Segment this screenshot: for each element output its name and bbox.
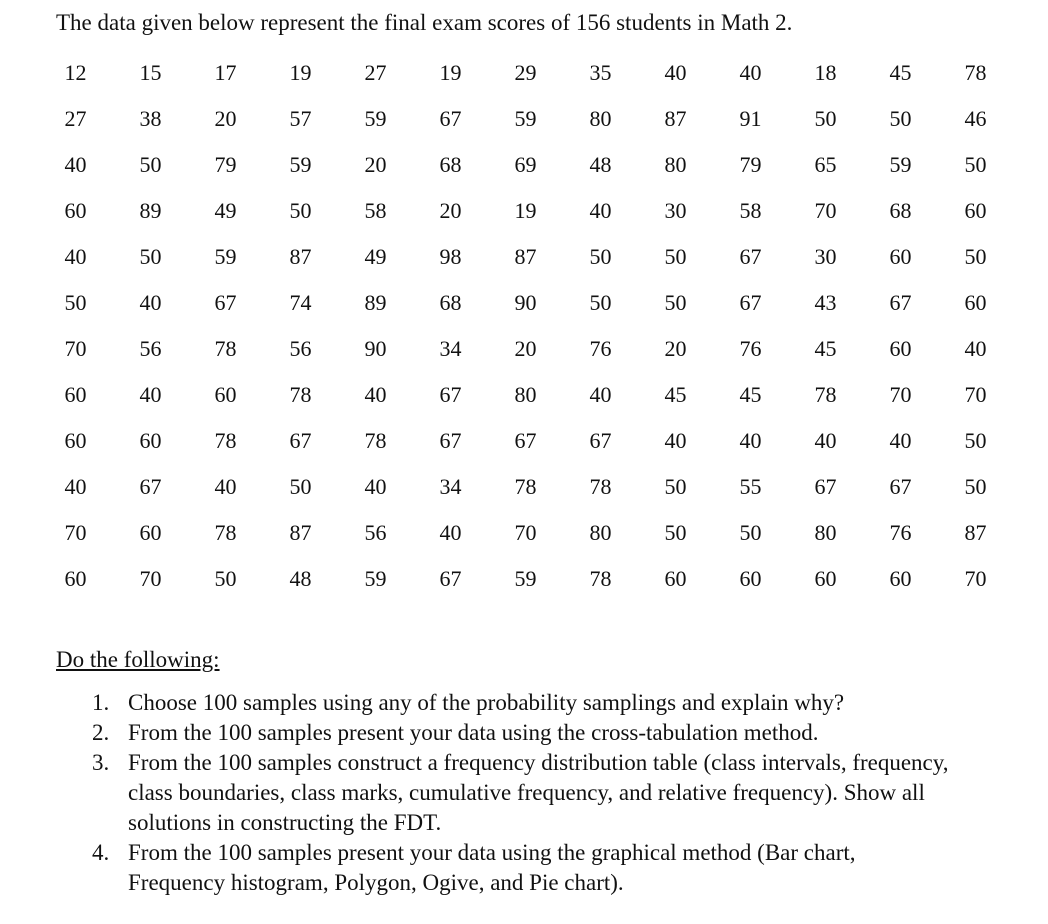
- score-cell: 50: [964, 152, 987, 177]
- score-cell: 65: [814, 152, 837, 177]
- score-cell: 78: [289, 382, 312, 407]
- score-cell: 20: [364, 152, 387, 177]
- score-row: [38, 556, 1013, 602]
- score-cell: 98: [439, 244, 462, 269]
- score-cell: 40: [64, 152, 87, 177]
- score-cell: 49: [364, 244, 387, 269]
- score-cell: 70: [64, 520, 87, 545]
- score-cell: 27: [64, 106, 87, 131]
- score-cell: 60: [964, 290, 987, 315]
- score-cell: 60: [64, 428, 87, 453]
- score-cell: 67: [889, 474, 912, 499]
- task-item: [92, 748, 997, 838]
- score-cell: 67: [889, 290, 912, 315]
- task-text-line: Choose 100 samples using any of the probability samplings and explain why?: [128, 690, 845, 715]
- score-cell: 40: [964, 336, 987, 361]
- score-cell: 57: [289, 106, 312, 131]
- score-cell: 48: [589, 152, 612, 177]
- score-cell: 50: [664, 290, 687, 315]
- score-cell: 90: [514, 290, 537, 315]
- score-cell: 60: [889, 244, 912, 269]
- score-cell: 40: [439, 520, 462, 545]
- score-cell: 78: [814, 382, 837, 407]
- score-cell: 60: [64, 198, 87, 223]
- score-cell: 78: [589, 566, 612, 591]
- score-row: [38, 234, 1013, 280]
- score-cell: 78: [214, 428, 237, 453]
- score-cell: 40: [64, 474, 87, 499]
- score-cell: 40: [139, 290, 162, 315]
- score-cell: 40: [364, 474, 387, 499]
- score-cell: 50: [889, 106, 912, 131]
- score-cell: 78: [589, 474, 612, 499]
- score-cell: 70: [964, 382, 987, 407]
- score-cell: 74: [289, 290, 312, 315]
- task-text-line: solutions in constructing the FDT.: [128, 810, 442, 835]
- document-title: The data given below represent the final exam scores of 156 students in Math 2.: [56, 10, 793, 35]
- task-text-line: class boundaries, class marks, cumulative frequency, and relative frequency). Show all: [128, 780, 925, 805]
- score-cell: 50: [289, 474, 312, 499]
- score-cell: 68: [439, 290, 462, 315]
- score-row: [38, 510, 1013, 556]
- score-cell: 49: [214, 198, 237, 223]
- score-cell: 20: [514, 336, 537, 361]
- score-cell: 67: [289, 428, 312, 453]
- score-cell: 80: [589, 520, 612, 545]
- score-cell: 59: [514, 566, 537, 591]
- score-cell: 87: [289, 520, 312, 545]
- score-cell: 50: [664, 474, 687, 499]
- score-cell: 40: [814, 428, 837, 453]
- score-cell: 20: [664, 336, 687, 361]
- task-number: 2.: [92, 720, 110, 745]
- score-cell: 87: [289, 244, 312, 269]
- score-cell: 45: [889, 60, 912, 85]
- score-cell: 60: [964, 198, 987, 223]
- score-cell: 29: [514, 60, 537, 85]
- score-cell: 59: [214, 244, 237, 269]
- score-cell: 40: [664, 428, 687, 453]
- score-cell: 69: [514, 152, 537, 177]
- score-cell: 50: [64, 290, 87, 315]
- instructions-heading: Do the following:: [56, 647, 220, 672]
- score-cell: 89: [364, 290, 387, 315]
- score-cell: 68: [439, 152, 462, 177]
- score-cell: 46: [964, 106, 987, 131]
- score-cell: 50: [589, 290, 612, 315]
- score-cell: 70: [139, 566, 162, 591]
- score-cell: 59: [289, 152, 312, 177]
- score-cell: 50: [739, 520, 762, 545]
- score-cell: 67: [439, 566, 462, 591]
- score-cell: 91: [739, 106, 762, 131]
- score-cell: 59: [514, 106, 537, 131]
- task-text-line: From the 100 samples present your data using the cross-tabulation method.: [128, 720, 819, 745]
- score-cell: 50: [964, 244, 987, 269]
- score-cell: 56: [364, 520, 387, 545]
- score-cell: 78: [214, 336, 237, 361]
- task-text-line: From the 100 samples present your data using the graphical method (Bar chart,: [128, 840, 856, 865]
- score-cell: 70: [814, 198, 837, 223]
- score-cell: 40: [739, 60, 762, 85]
- score-row: [38, 464, 1013, 510]
- task-list: [92, 688, 997, 898]
- score-cell: 45: [814, 336, 837, 361]
- score-cell: 50: [289, 198, 312, 223]
- score-cell: 67: [814, 474, 837, 499]
- task-item: [92, 718, 997, 748]
- score-cell: 60: [214, 382, 237, 407]
- score-cell: 67: [139, 474, 162, 499]
- score-cell: 59: [364, 566, 387, 591]
- score-cell: 50: [964, 428, 987, 453]
- score-row: [38, 188, 1013, 234]
- score-cell: 50: [139, 244, 162, 269]
- score-row: [38, 280, 1013, 326]
- score-cell: 60: [889, 566, 912, 591]
- score-cell: 27: [364, 60, 387, 85]
- score-cell: 56: [139, 336, 162, 361]
- score-cell: 60: [739, 566, 762, 591]
- score-row: [38, 326, 1013, 372]
- score-cell: 59: [364, 106, 387, 131]
- score-cell: 55: [739, 474, 762, 499]
- score-cell: 43: [814, 290, 837, 315]
- score-row: [38, 142, 1013, 188]
- score-cell: 40: [664, 60, 687, 85]
- score-cell: 90: [364, 336, 387, 361]
- score-cell: 78: [514, 474, 537, 499]
- score-row: [38, 418, 1013, 464]
- score-cell: 80: [514, 382, 537, 407]
- score-cell: 78: [964, 60, 987, 85]
- score-cell: 58: [364, 198, 387, 223]
- score-cell: 87: [964, 520, 987, 545]
- task-item: [92, 838, 997, 898]
- score-cell: 60: [64, 566, 87, 591]
- score-cell: 50: [139, 152, 162, 177]
- score-cell: 60: [139, 428, 162, 453]
- score-cell: 67: [514, 428, 537, 453]
- score-cell: 60: [139, 520, 162, 545]
- score-cell: 70: [64, 336, 87, 361]
- scores-table: [38, 50, 1013, 602]
- score-cell: 40: [139, 382, 162, 407]
- score-cell: 87: [664, 106, 687, 131]
- score-cell: 48: [289, 566, 312, 591]
- score-cell: 38: [139, 106, 162, 131]
- score-cell: 34: [439, 336, 462, 361]
- score-cell: 67: [739, 290, 762, 315]
- score-cell: 34: [439, 474, 462, 499]
- score-cell: 67: [214, 290, 237, 315]
- score-row: [38, 50, 1013, 96]
- score-cell: 56: [289, 336, 312, 361]
- score-cell: 78: [364, 428, 387, 453]
- score-cell: 45: [739, 382, 762, 407]
- score-cell: 50: [214, 566, 237, 591]
- score-cell: 50: [664, 244, 687, 269]
- score-cell: 89: [139, 198, 162, 223]
- score-cell: 67: [439, 382, 462, 407]
- score-cell: 45: [664, 382, 687, 407]
- score-cell: 19: [439, 60, 462, 85]
- score-cell: 58: [739, 198, 762, 223]
- score-cell: 68: [889, 198, 912, 223]
- score-cell: 50: [964, 474, 987, 499]
- score-cell: 40: [589, 382, 612, 407]
- score-cell: 20: [214, 106, 237, 131]
- score-cell: 70: [889, 382, 912, 407]
- score-cell: 87: [514, 244, 537, 269]
- score-cell: 70: [964, 566, 987, 591]
- task-item: [92, 688, 997, 718]
- score-cell: 78: [214, 520, 237, 545]
- score-cell: 17: [214, 60, 237, 85]
- task-number: 4.: [92, 840, 110, 865]
- score-cell: 59: [889, 152, 912, 177]
- score-row: [38, 96, 1013, 142]
- score-cell: 60: [64, 382, 87, 407]
- task-text-line: From the 100 samples construct a frequency distribution table (class intervals, frequency,: [128, 750, 949, 775]
- score-cell: 80: [589, 106, 612, 131]
- score-cell: 67: [589, 428, 612, 453]
- score-cell: 30: [664, 198, 687, 223]
- score-cell: 76: [889, 520, 912, 545]
- score-cell: 12: [64, 60, 87, 85]
- score-cell: 76: [739, 336, 762, 361]
- score-cell: 30: [814, 244, 837, 269]
- score-row: [38, 372, 1013, 418]
- score-cell: 67: [439, 106, 462, 131]
- score-cell: 80: [814, 520, 837, 545]
- score-cell: 15: [139, 60, 162, 85]
- score-cell: 40: [214, 474, 237, 499]
- score-cell: 19: [289, 60, 312, 85]
- task-number: 1.: [92, 690, 110, 715]
- score-cell: 50: [589, 244, 612, 269]
- score-cell: 19: [514, 198, 537, 223]
- score-cell: 79: [214, 152, 237, 177]
- score-cell: 60: [889, 336, 912, 361]
- score-cell: 40: [64, 244, 87, 269]
- score-cell: 40: [589, 198, 612, 223]
- score-cell: 35: [589, 60, 612, 85]
- score-cell: 70: [514, 520, 537, 545]
- score-cell: 76: [589, 336, 612, 361]
- score-cell: 50: [664, 520, 687, 545]
- score-cell: 60: [664, 566, 687, 591]
- score-cell: 40: [889, 428, 912, 453]
- score-cell: 50: [814, 106, 837, 131]
- score-cell: 18: [814, 60, 837, 85]
- score-cell: 60: [814, 566, 837, 591]
- score-cell: 67: [739, 244, 762, 269]
- score-cell: 80: [664, 152, 687, 177]
- score-cell: 67: [439, 428, 462, 453]
- task-text-line: Frequency histogram, Polygon, Ogive, and Pie chart).: [128, 870, 624, 895]
- score-cell: 40: [364, 382, 387, 407]
- score-cell: 79: [739, 152, 762, 177]
- score-cell: 20: [439, 198, 462, 223]
- task-number: 3.: [92, 750, 110, 775]
- score-cell: 40: [739, 428, 762, 453]
